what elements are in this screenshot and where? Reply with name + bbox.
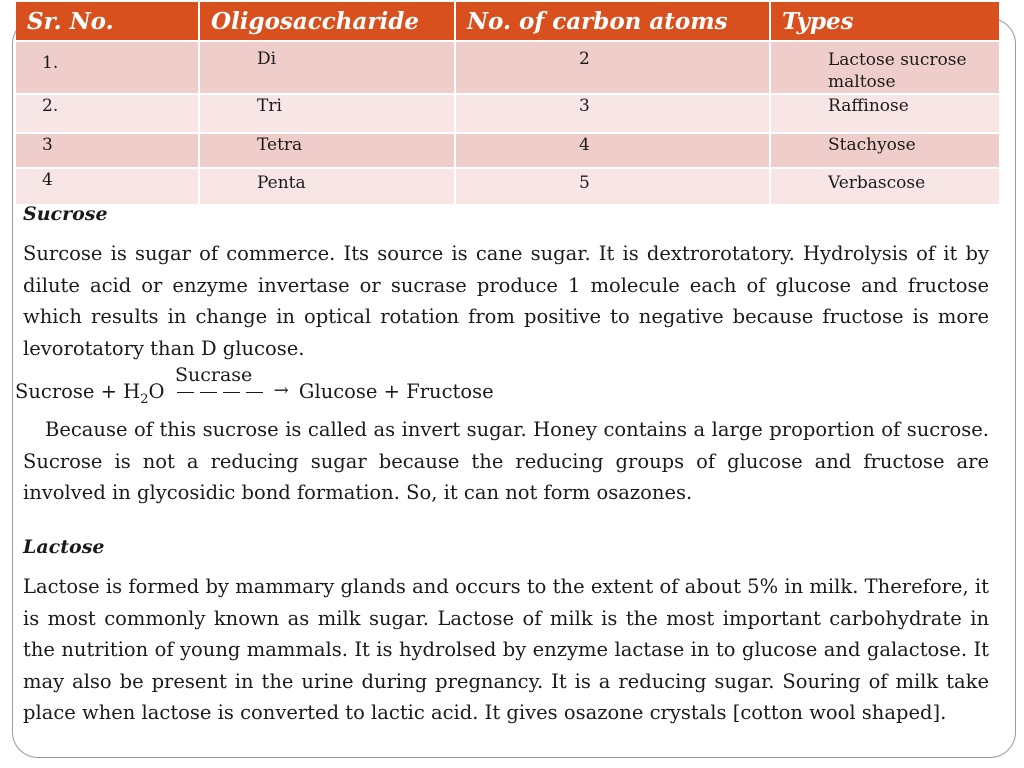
lactose-paragraph: Lactose is formed by mammary glands and occurs to the extent of about 5% in milk. Therefore, it is most commonly known as milk sugar. Lactose of milk is the most important carbohydrate in the nutrition of young mammals. It is hydrolsed by enzyme lactase in to glucose and galactose. It may also be present in the urine during pregnancy. It is a reducing sugar. Souring of milk take place when lactose is converted to lactic acid. It gives osazone crystals [cotton wool shaped]. bbox=[23, 575, 989, 724]
table-row bbox=[16, 133, 999, 168]
cell-carbon-atoms: 3 bbox=[579, 96, 590, 116]
cell-types: Stachyose bbox=[828, 135, 916, 155]
cell-sr-no: 3 bbox=[42, 135, 53, 155]
oligosaccharide-table bbox=[16, 2, 999, 204]
cell-oligosaccharide: Di bbox=[257, 49, 277, 69]
cell-sr-no: 4 bbox=[42, 170, 53, 190]
cell-types: Lactose sucrose maltose bbox=[828, 50, 967, 92]
equation-right: Glucose + Fructose bbox=[298, 380, 494, 403]
sucrose-heading: Sucrose bbox=[23, 203, 108, 225]
reaction-arrow-icon: → bbox=[177, 388, 289, 398]
cell-oligosaccharide: Tri bbox=[257, 96, 282, 116]
cell-carbon-atoms: 5 bbox=[579, 173, 590, 193]
equation-subscript: 2 bbox=[140, 391, 149, 407]
cell-sr-no: 2. bbox=[42, 96, 59, 116]
header-carbon-atoms: No. of carbon atoms bbox=[455, 2, 770, 41]
table-row bbox=[16, 94, 999, 133]
equation-left-end: O bbox=[148, 380, 165, 403]
header-types: Types bbox=[770, 2, 999, 41]
cell-carbon-atoms: 2 bbox=[579, 49, 590, 69]
cell-types: Verbascose bbox=[828, 173, 926, 193]
cell-sr-no: 1. bbox=[42, 53, 59, 73]
cell-types: Raffinose bbox=[828, 96, 909, 116]
enzyme-label: Sucrase bbox=[175, 364, 253, 386]
table-row bbox=[16, 41, 999, 94]
table-row bbox=[16, 168, 999, 204]
cell-oligosaccharide: Tetra bbox=[257, 135, 303, 155]
table-header-row bbox=[16, 2, 999, 41]
sucrose-paragraph-2: Because of this sucrose is called as invert sugar. Honey contains a large proportion of sucrose. Sucrose is not a reducing sugar because the reducing groups of glucose and fructose are involved in glycosidic bond formation. So, it can not form osazones. bbox=[23, 418, 989, 504]
lactose-heading: Lactose bbox=[23, 536, 105, 558]
equation-left: Sucrose + H bbox=[15, 380, 141, 403]
cell-carbon-atoms: 4 bbox=[579, 135, 590, 155]
sucrose-paragraph-1: Surcose is sugar of commerce. Its source is cane sugar. It is dextrorotatory. Hydrolysis of it by dilute acid or enzyme invertase or sucrase produce 1 molecule each of glucose and fructose which results in change in optical rotation from positive to negative because fructose is more levorotatory than D glucose. bbox=[23, 242, 989, 360]
cell-oligosaccharide: Penta bbox=[257, 173, 306, 193]
header-oligosaccharide: Oligosaccharide bbox=[199, 2, 455, 41]
sucrose-hydrolysis-equation bbox=[15, 364, 494, 407]
header-sr-no: Sr. No. bbox=[16, 2, 199, 41]
